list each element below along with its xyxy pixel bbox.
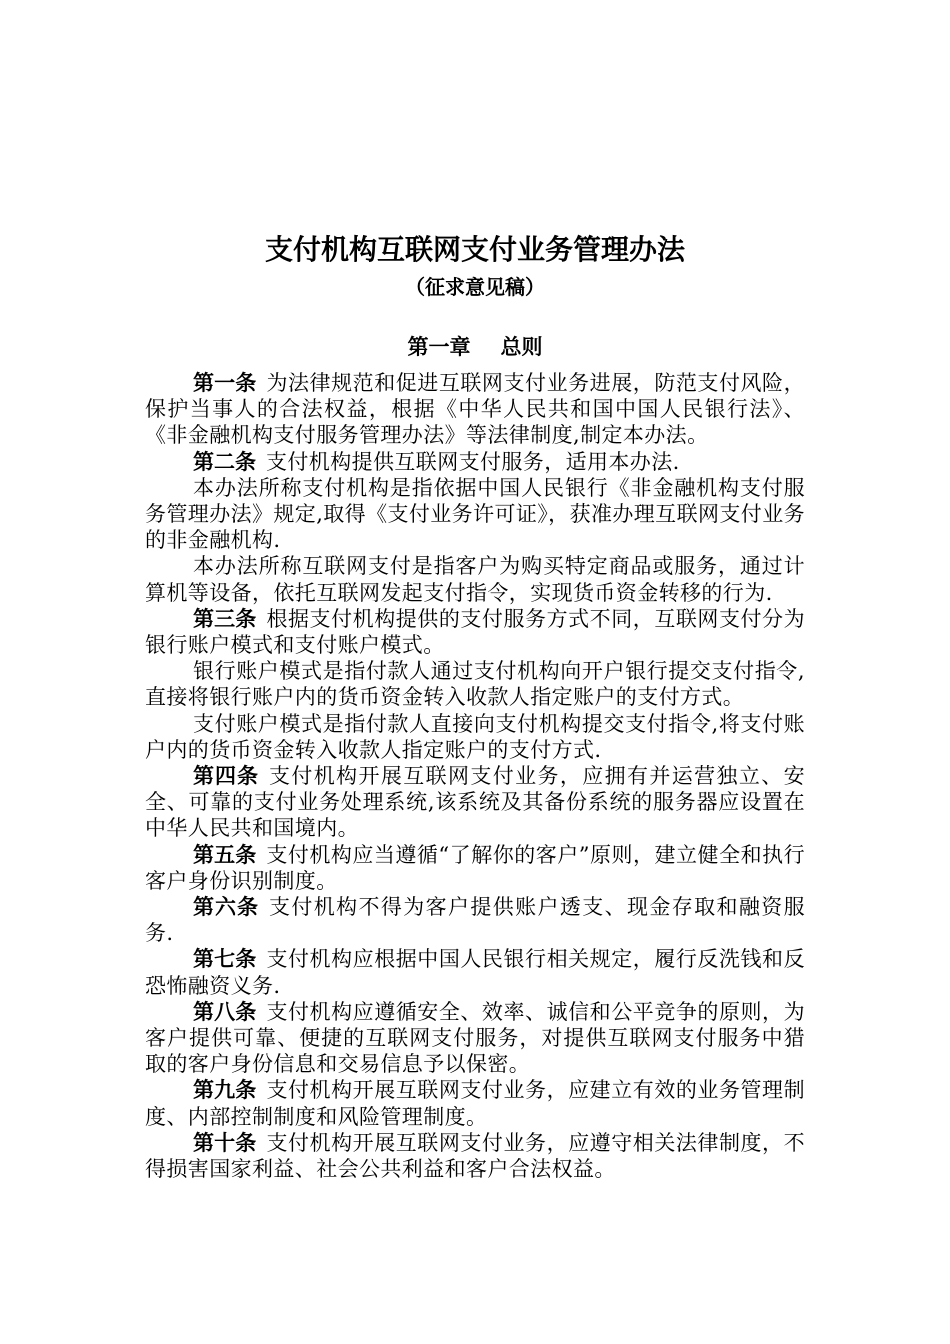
document-page [145,228,805,1182]
article-paragraph [145,894,805,946]
chapter-heading [145,330,805,364]
article-paragraph [145,1130,805,1182]
chapter-name: 总则 [500,335,543,359]
article-paragraph [145,449,805,475]
article-text: 支付账户模式是指付款人直接向支付机构提交支付指令,将支付账户内的货币资金转入收款人指定账户的支付方式. [145,711,805,762]
article-paragraph [145,711,805,763]
chapter-number: 第一章 [407,335,471,359]
document-title: 支付机构互联网支付业务管理办法 [264,233,685,266]
article-paragraph [145,842,805,894]
article-paragraph [145,553,805,605]
article-paragraph [145,606,805,658]
article-text: 支付机构开展互联网支付业务，应建立有效的业务管理制度、内部控制制度和风险管理制度。 [145,1078,806,1129]
article-text: 支付机构不得为客户提供账户透支、现金存取和融资服务. [145,895,805,946]
article-text: 本办法所称互联网支付是指客户为购买特定商品或服务，通过计算机等设备，依托互联网发起支付指令，实现货币资金转移的行为. [145,554,805,605]
article-paragraph [145,946,805,998]
article-paragraph [145,475,805,554]
article-text: 支付机构开展互联网支付业务，应遵守相关法律制度，不得损害国家利益、社会公共利益和客户合法权益。 [145,1130,806,1182]
article-number: 第一条 [193,371,257,395]
article-number: 第六条 [193,895,259,920]
article-number: 第五条 [193,842,257,867]
article-paragraph [145,763,805,842]
article-number: 第九条 [193,1078,257,1103]
article-paragraph [145,999,805,1078]
article-text: 支付机构开展互联网支付业务，应拥有并运营独立、安全、可靠的支付业务处理系统,该系统及其备份系统的服务器应设置在中华人民共和国境内。 [145,764,805,841]
article-paragraph [145,370,805,449]
article-number: 第七条 [193,947,257,972]
article-paragraph [145,1077,805,1129]
article-number: 第三条 [193,606,257,631]
article-number: 第十条 [193,1130,257,1155]
article-text: 银行账户模式是指付款人通过支付机构向开户银行提交支付指令,直接将银行账户内的货币资金转入收款人指定账户的支付方式。 [145,659,805,710]
article-text: 支付机构提供互联网支付服务，适用本办法. [266,449,680,474]
article-list [145,370,805,1182]
article-number: 第四条 [193,764,259,789]
article-text: 为法律规范和促进互联网支付业务进展，防范支付风险，保护当事人的合法权益，根据《中华人民共和国中国人民银行法》、《非金融机构支付服务管理办法》等法律制度,制定本办法。 [145,371,806,448]
article-text: 支付机构应遵循安全、效率、诚信和公平竞争的原则，为客户提供可靠、便捷的互联网支付服务，对提供互联网支付服务中猎取的客户身份信息和交易信息予以保密。 [145,999,806,1077]
article-paragraph [145,658,805,710]
article-text: 根据支付机构提供的支付服务方式不同，互联网支付分为银行账户模式和支付账户模式。 [145,606,806,658]
article-text: 本办法所称支付机构是指依据中国人民银行《非金融机构支付服务管理办法》规定,取得《支付业务许可证》，获准办理互联网支付业务的非金融机构. [145,475,805,553]
document-subtitle: （征求意见稿） [405,275,545,299]
article-number: 第二条 [193,449,256,474]
article-text: 支付机构应当遵循“了解你的客户”原则，建立健全和执行客户身份识别制度。 [145,842,806,893]
article-number: 第八条 [193,999,257,1024]
article-text: 支付机构应根据中国人民银行相关规定，履行反洗钱和反恐怖融资义务. [145,947,806,998]
